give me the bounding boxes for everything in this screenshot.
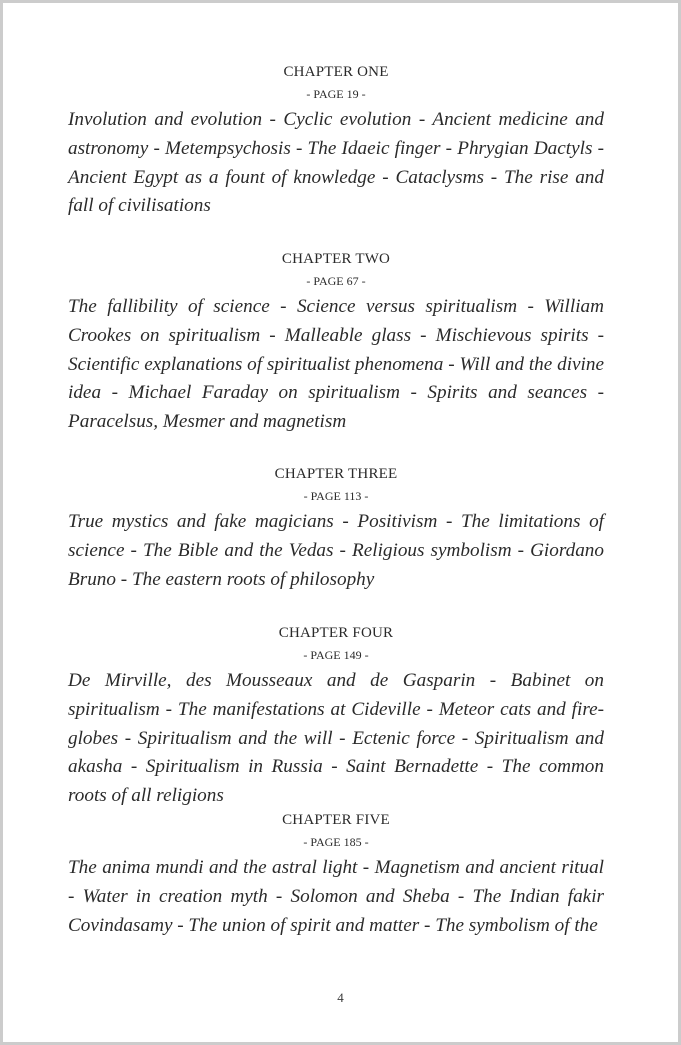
- chapter-entry: [68, 811, 604, 940]
- chapter-page-ref: - PAGE 149 -: [303, 648, 369, 662]
- chapter-title: CHAPTER TWO: [281, 251, 391, 267]
- page-number: 4: [337, 990, 344, 1005]
- chapter-entry: [68, 250, 604, 437]
- chapter-description: The anima mundi and the astral light - Magnetism and ancient ritual - Water in creation myth - Solomon and Sheba - The Indian fakir Covindasamy - The union of spirit and matter - The symbolism of the: [68, 857, 604, 936]
- chapter-page-ref: - PAGE 113 -: [303, 489, 369, 503]
- chapter-title: CHAPTER ONE: [283, 64, 389, 80]
- chapter-title: CHAPTER THREE: [274, 466, 398, 482]
- chapter-page-ref: - PAGE 19 -: [306, 87, 366, 101]
- chapter-entry: [68, 624, 604, 811]
- chapter-description: De Mirville, des Mousseaux and de Gasparin - Babinet on spiritualism - The manifestations at Cideville - Meteor cats and fire-globes - Spiritualism and the will - Ectenic force - Spiritualism and akasha - Spiritualism in Russia - Saint Bernadette - The common roots of all religions: [68, 670, 604, 807]
- chapter-entry: [68, 63, 604, 221]
- chapter-description: Involution and evolution - Cyclic evolution - Ancient medicine and astronomy - Metempsychosis - The Idaeic finger - Phrygian Dactyls - Ancient Egypt as a fount of knowledge - Cataclysms - The rise and fall of civilisations: [68, 109, 604, 217]
- chapter-title: CHAPTER FIVE: [282, 812, 390, 828]
- chapter-description: The fallibility of science - Science versus spiritualism - William Crookes on spiritualism - Malleable glass - Mischievous spirits - Scientific explanations of spiritualist phenomena - Will and the divine idea - Michael Faraday on spiritualism - Spirits and seances - Paracelsus, Mesmer and magnetism: [68, 296, 604, 433]
- chapter-entry: [68, 465, 604, 594]
- chapter-page-ref: - PAGE 185 -: [303, 835, 369, 849]
- chapter-title: CHAPTER FOUR: [278, 625, 394, 641]
- chapter-page-ref: - PAGE 67 -: [306, 274, 366, 288]
- chapter-description: True mystics and fake magicians - Positivism - The limitations of science - The Bible and the Vedas - Religious symbolism - Giordano Bruno - The eastern roots of philosophy: [68, 511, 604, 590]
